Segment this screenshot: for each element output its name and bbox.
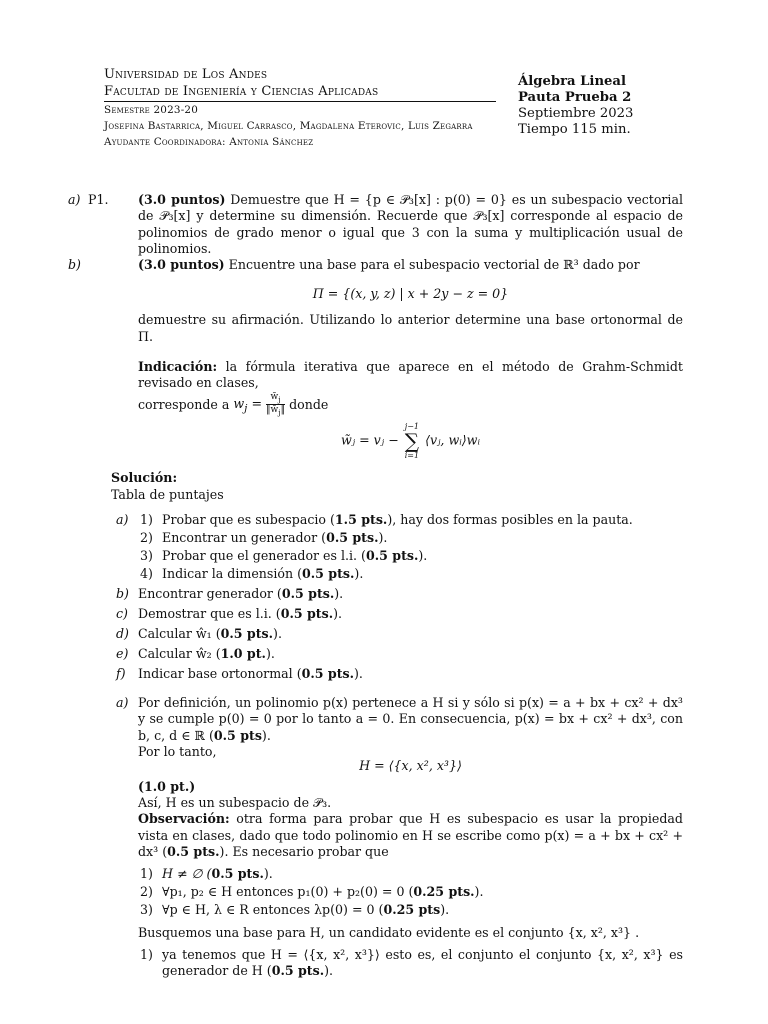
problem-b-points: (3.0 puntos) <box>138 257 225 273</box>
score-subitem: 4) Indicar la dimensión (0.5 pts.). <box>140 565 364 581</box>
hint-text-1: la fórmula iterativa que aparece en el método de Grahm-Schmidt revisado en clases, <box>138 358 683 391</box>
problem-a-label: a) <box>68 192 81 207</box>
solution-a-text: Por definición, un polinomio p(x) pertenece a H si y sólo si p(x) = a + bx + cx² + dx³ y se cumple p(0) = 0 por lo tanto a = 0. En consecuencia, p(x) = bx + cx² + dx³, con b, c, d ∈ ℝ ( <box>138 694 683 743</box>
points-1: (1.0 pt.) <box>138 778 196 794</box>
exam-title: Pauta Prueba 2 <box>518 90 632 105</box>
solution-part-a: a) Por definición, un polinomio p(x) pertenece a H si y sólo si p(x) = a + bx + cx² + dx³ y se cumple p(0) = 0 por lo tanto a = 0. En consecuencia, p(x) = bx + cx² + dx³, con b, c, d ∈ ℝ (0.5 pts). Por lo tanto, H = ⟨{x, x², x³}⟩ (1.0 pt.) Así, H es un subespacio de 𝒫₃. Observación: otra forma para probar que H es subespacio es usar la propiedad vista en clases, dado que todo polinomio en H se escribe como p(x) = a + bx + cx² + dx³ (0.5 pts.). Es necesario probar que 1) H ≠ ∅ (0.5 pts.). 2) ∀p₁, p₂ ∈ H entonces p₁(0) + p₂(0) = 0 (0.25 pts.). 3) ∀p ∈ H, λ ∈ R entonces λp(0) = 0 (0.25 pts). Busquemos una base para H, un candidato evidente es el conjunto {x, x², x³} . 1) ya tenemos que H = ⟨{x, x², x³}⟩ esto es, el conjunto el conjunto {x, x², x³} es generador de H (0.5 pts.). <box>116 694 683 979</box>
asi-text: Así, H es un subespacio de 𝒫₃. <box>138 795 332 811</box>
faculty-name: Facultad de Ingeniería y Ciencias Aplicadas <box>104 84 379 99</box>
problem-statement <box>68 192 683 461</box>
score-table <box>116 511 683 683</box>
assistant: Ayudante Coordinadora: Antonia Sánchez <box>104 136 314 148</box>
university-name: Universidad de Los Andes <box>104 67 268 82</box>
gram-schmidt-formula: w̃ⱼ = vⱼ − j−1 ∑ i=1 ⟨vⱼ, wᵢ⟩wᵢ <box>341 422 480 461</box>
h-span-formula: H = ⟨{x, x², x³}⟩ <box>359 758 462 774</box>
plane-formula: Π = {(x, y, z) | x + 2y − z = 0} <box>312 285 509 301</box>
por-lo-tanto: Por lo tanto, <box>138 743 217 759</box>
hint-label: Indicación: <box>138 358 218 374</box>
problem-b <box>68 257 683 461</box>
document-body <box>68 192 683 980</box>
score-subitem: 1) Probar que es subespacio (1.5 pts.), hay dos formas posibles en la pauta. <box>140 511 633 527</box>
problem-label: P1. <box>88 192 109 207</box>
header-institution <box>104 66 496 150</box>
base-item-1: 1) ya tenemos que H = ⟨{x, x², x³}⟩ esto es, el conjunto el conjunto {x, x², x³} es generador de H (0.5 pts.). <box>140 946 683 979</box>
hint-text-3: donde <box>289 396 329 412</box>
score-item-f: f) Indicar base ortonormal (0.5 pts.). <box>116 665 363 681</box>
score-item-d: d) Calcular ŵ₁ (0.5 pts.). <box>116 625 282 641</box>
score-item-a: a) 1) Probar que es subespacio (1.5 pts.), hay dos formas posibles en la pauta. 2) Encontrar un generador (0.5 pts.). 3) Probar que el generador es l.i. (0.5 pts.). 4) Indicar la dimensión (0.5 pts.). <box>138 511 683 583</box>
exam-time: Tiempo 115 min. <box>518 122 631 137</box>
exam-date: Septiembre 2023 <box>518 106 634 121</box>
problem-b-text-2: demuestre su afirmación. Utilizando lo anterior determine una base ortonormal de Π. <box>138 312 683 344</box>
semester: Semestre 2023-20 <box>104 104 199 116</box>
hint: Indicación: la fórmula iterativa que aparece en el método de Grahm-Schmidt revisado en clases, corresponde a $w_j$ = $\frac{w̃_j}{‖w̃_j‖}$ donde w̃ⱼ = vⱼ − j−1 ∑ i=1 ⟨vⱼ, wᵢ⟩wᵢ <box>138 358 683 461</box>
solution <box>111 470 683 979</box>
course-title: Álgebra Lineal <box>518 74 626 89</box>
observation-item: 1) H ≠ ∅ (0.5 pts.). <box>140 865 273 881</box>
solution-title: Solución: <box>111 470 178 486</box>
hint-fraction: $\frac{w̃_j}{‖w̃_j‖}$ <box>266 391 286 418</box>
problem-b-text: Encuentre una base para el subespacio vectorial de ℝ³ dado por <box>228 257 640 273</box>
observation-item: 3) ∀p ∈ H, λ ∈ R entonces λp(0) = 0 (0.25 pts). <box>140 901 450 917</box>
problem-a-text: Demuestre que H = {p ∈ 𝒫₃[x] : p(0) = 0} es un subespacio vectorial de 𝒫₃[x] y determine su dimensión. Recuerde que 𝒫₃[x] corresponde al espacio de polinomios de grado menor o igual que 3 con la suma y multiplicación usual de polinomios. <box>138 192 683 257</box>
base-text: Busquemos una base para H, un candidato evidente es el conjunto {x, x², x³} . <box>138 924 640 940</box>
sum-symbol: j−1 ∑ i=1 <box>404 422 420 461</box>
score-subitem: 2) Encontrar un generador (0.5 pts.). <box>140 529 388 545</box>
header-course-info <box>518 74 633 138</box>
solution-a-label: a) <box>116 694 129 710</box>
score-table-title: Tabla de puntajes <box>111 486 224 502</box>
observation-item: 2) ∀p₁, p₂ ∈ H entonces p₁(0) + p₂(0) = 0 (0.25 pts.). <box>140 883 484 899</box>
score-item-b: b) Encontrar generador (0.5 pts.). <box>116 585 344 601</box>
observation-list <box>140 865 683 919</box>
score-item-c: c) Demostrar que es l.i. (0.5 pts.). <box>116 605 343 621</box>
score-subitem: 3) Probar que el generador es l.i. (0.5 pts.). <box>140 547 428 563</box>
score-item-e: e) Calcular ŵ₂ (1.0 pt.). <box>116 645 275 661</box>
problem-b-label: b) <box>68 257 81 273</box>
problem-a-points: (3.0 puntos) <box>138 192 226 207</box>
professors: Josefina Bastarrica, Miguel Carrasco, Magdalena Eterovic, Luis Zegarra <box>104 120 473 132</box>
observation: Observación: otra forma para probar que H es subespacio es usar la propiedad vista en clases, dado que todo polinomio en H se escribe como p(x) = a + bx + cx² + dx³ (0.5 pts.). Es necesario probar que <box>138 811 683 860</box>
